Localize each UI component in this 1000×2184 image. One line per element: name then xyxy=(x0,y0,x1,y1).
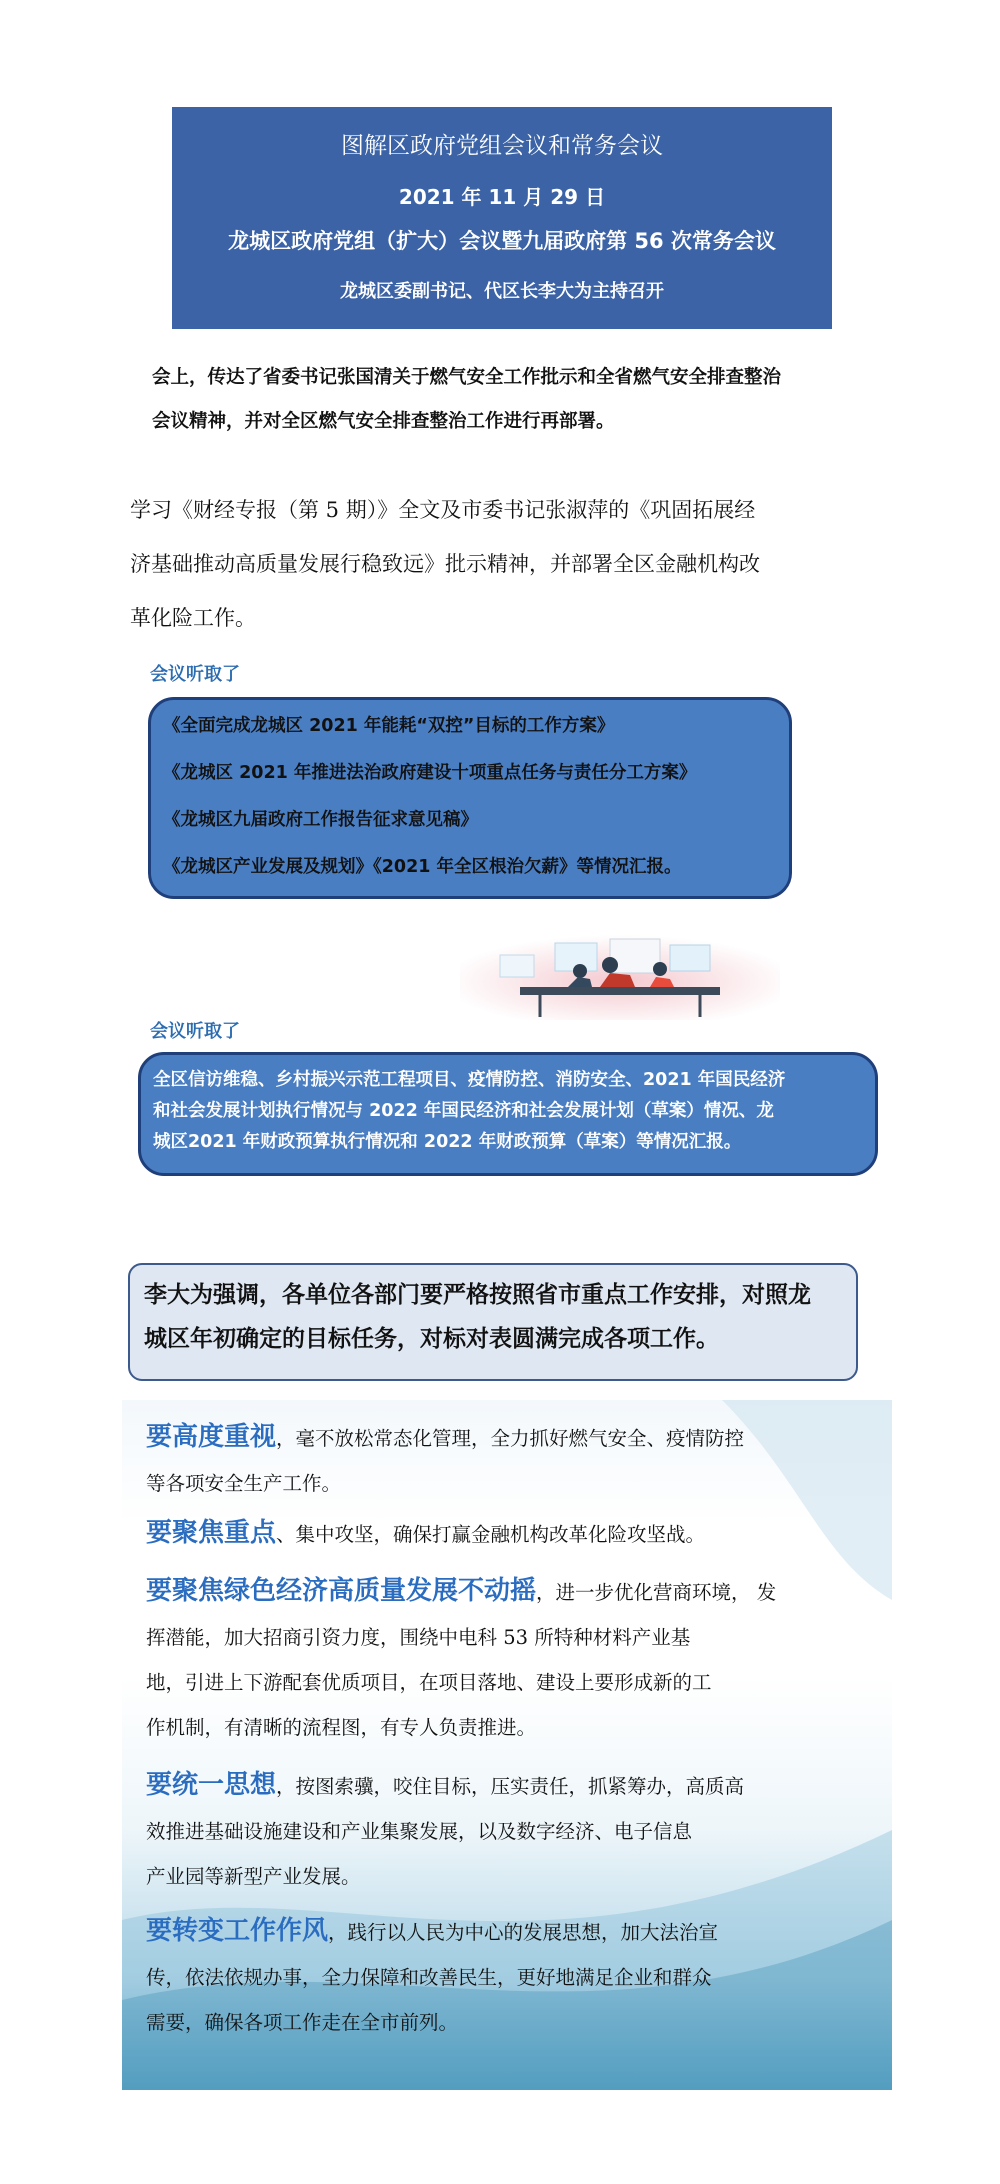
meeting-name: 龙城区政府党组（扩大）会议暨九届政府第 56 次常务会议 xyxy=(228,229,776,253)
intro-paragraph xyxy=(152,356,892,444)
meeting-date: 2021 年 11 月 29 日 xyxy=(398,185,606,209)
heard-label: 会议听取了 xyxy=(150,1021,240,1042)
requirement-text: 地，引进上下游配套优质项目，在项目落地、建设上要形成新的工 xyxy=(146,1671,712,1694)
page-title: 图解区政府党组会议和常务会议 xyxy=(341,133,663,159)
report-line: 和社会发展计划执行情况与 2022 年国民经济和社会发展计划（草案）情况、龙 xyxy=(153,1101,774,1121)
document-item: 《龙城区九届政府工作报告征求意见稿》 xyxy=(163,810,478,830)
requirement-text: ，毫不放松常态化管理，全力抓好燃气安全、疫情防控 xyxy=(276,1427,745,1450)
study-line: 革化险工作。 xyxy=(130,606,256,630)
requirement-item xyxy=(146,1908,881,2045)
meeting-illustration xyxy=(460,935,780,1020)
report-line: 城区2021 年财政预算执行情况和 2022 年财政预算（草案）等情况汇报。 xyxy=(153,1132,742,1152)
requirement-item xyxy=(146,1510,881,1557)
requirement-text: 等各项安全生产工作。 xyxy=(146,1472,342,1495)
requirement-heading: 要转变工作作风 xyxy=(146,1915,329,1945)
requirement-text: ，进一步优化营商环境， 发 xyxy=(536,1581,777,1604)
emphasis-line: 李大为强调，各单位各部门要严格按照省市重点工作安排，对照龙 xyxy=(144,1282,811,1308)
emphasis-box xyxy=(128,1263,858,1381)
requirements-panel xyxy=(122,1400,892,2090)
requirement-text: 作机制，有清晰的流程图，有专人负责推进。 xyxy=(146,1716,537,1739)
requirement-heading: 要统一思想 xyxy=(146,1769,277,1799)
requirement-text: 需要，确保各项工作走在全市前列。 xyxy=(146,2011,459,2034)
requirement-heading: 要聚焦绿色经济高质量发展不动摇 xyxy=(146,1575,537,1605)
header-banner xyxy=(172,107,832,329)
study-line: 学习《财经专报（第 5 期）》全文及市委书记张淑萍的《巩固拓展经 xyxy=(130,498,756,522)
document-item: 《全面完成龙城区 2021 年能耗“双控”目标的工作方案》 xyxy=(163,716,615,736)
requirement-item xyxy=(146,1414,881,1506)
requirement-text: ，践行以人民为中心的发展思想，加大法治宣 xyxy=(328,1921,719,1944)
report-line: 全区信访维稳、乡村振兴示范工程项目、疫情防控、消防安全、2021 年国民经济 xyxy=(153,1070,786,1090)
document-item: 《龙城区产业发展及规划》《2021 年全区根治欠薪》等情况汇报。 xyxy=(163,857,682,877)
heard-label: 会议听取了 xyxy=(150,664,240,685)
intro-line: 会议精神，并对全区燃气安全排查整治工作进行再部署。 xyxy=(152,411,615,432)
requirement-text: 产业园等新型产业发展。 xyxy=(146,1865,361,1888)
document-list-box xyxy=(148,697,792,899)
intro-line: 会上，传达了省委书记张国清关于燃气安全工作批示和全省燃气安全排查整治 xyxy=(152,367,782,388)
requirement-item xyxy=(146,1762,881,1899)
requirement-heading: 要高度重视 xyxy=(146,1421,277,1451)
requirement-text: 、集中攻坚，确保打赢金融机构改革化险攻坚战。 xyxy=(276,1523,706,1546)
emphasis-line: 城区年初确定的目标任务，对标对表圆满完成各项工作。 xyxy=(144,1326,719,1352)
requirement-text: ，按图索骥，咬住目标，压实责任，抓紧筹办，高质高 xyxy=(276,1775,745,1798)
report-box xyxy=(138,1052,878,1176)
requirement-heading: 要聚焦重点 xyxy=(146,1517,277,1547)
requirement-text: 效推进基础设施建设和产业集聚发展，以及数字经济、电子信息 xyxy=(146,1820,693,1843)
meeting-host: 龙城区委副书记、代区长李大为主持召开 xyxy=(340,281,664,302)
document-item: 《龙城区 2021 年推进法治政府建设十项重点任务与责任分工方案》 xyxy=(163,763,697,783)
requirement-text: 挥潜能，加大招商引资力度，围绕中电科 53 所特种材料产业基 xyxy=(146,1626,691,1649)
study-line: 济基础推动高质量发展行稳致远》批示精神，并部署全区金融机构改 xyxy=(130,552,760,576)
requirement-text: 传，依法依规办事，全力保障和改善民生，更好地满足企业和群众 xyxy=(146,1966,712,1989)
study-paragraph xyxy=(130,483,890,645)
requirement-item xyxy=(146,1568,881,1750)
